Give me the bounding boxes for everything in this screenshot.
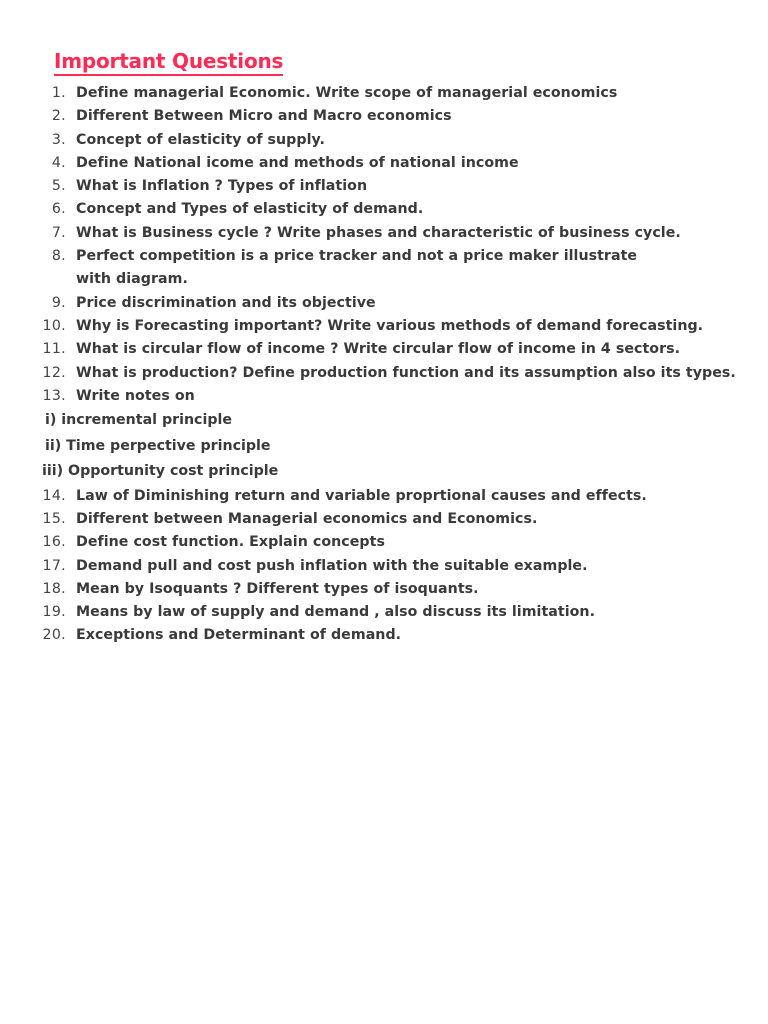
list-item xyxy=(0,531,768,554)
item-number: 7. xyxy=(51,224,66,241)
item-text: Means by law of supply and demand , also discuss its limitation. xyxy=(76,604,596,621)
item-number: 11. xyxy=(42,341,66,358)
sub-list-item xyxy=(0,434,768,460)
item-text: What is Inflation ? Types of inflation xyxy=(76,178,368,195)
item-text: Write notes on xyxy=(76,387,195,404)
item-number: 2. xyxy=(51,108,66,125)
item-number: 10. xyxy=(42,317,66,334)
list-item xyxy=(0,508,768,531)
list-item xyxy=(0,129,768,152)
item-number: 3. xyxy=(51,131,66,148)
item-number: 4. xyxy=(51,154,66,171)
item-number: 16. xyxy=(42,534,66,551)
list-item xyxy=(0,198,768,221)
item-number: 5. xyxy=(51,178,66,195)
item-text: Mean by Isoquants ? Different types of isoquants. xyxy=(76,580,479,597)
item-text: Define National icome and methods of national income xyxy=(76,154,519,171)
list-item xyxy=(0,245,768,292)
item-text: Define managerial Economic. Write scope of managerial economics xyxy=(76,85,618,101)
page-title: Important Questions xyxy=(54,49,283,76)
list-item xyxy=(0,338,768,361)
sub-list-item xyxy=(0,459,768,485)
list-item xyxy=(0,175,768,198)
list-item xyxy=(0,222,768,245)
item-text: Concept of elasticity of supply. xyxy=(76,131,325,148)
item-number: 1. xyxy=(51,85,66,101)
item-text: What is production? Define production function and its assumption also its types. xyxy=(76,364,736,381)
item-number: 9. xyxy=(51,294,66,311)
item-number: 6. xyxy=(51,201,66,218)
list-item xyxy=(0,362,768,385)
item-number: 17. xyxy=(42,557,66,574)
item-number: 15. xyxy=(42,510,66,527)
list-item xyxy=(0,578,768,601)
item-text: What is circular flow of income ? Write circular flow of income in 4 sectors. xyxy=(76,341,681,358)
item-number: 18. xyxy=(42,580,66,597)
item-text: What is Business cycle ? Write phases and characteristic of business cycle. xyxy=(76,224,681,241)
item-text: Define cost function. Explain concepts xyxy=(76,534,385,551)
item-text: Why is Forecasting important? Write various methods of demand forecasting. xyxy=(76,317,704,334)
list-item xyxy=(0,624,768,647)
sub-item-text: iii) Opportunity cost principle xyxy=(42,463,279,480)
list-item xyxy=(0,485,768,508)
item-text: Price discrimination and its objective xyxy=(76,294,376,311)
list-item xyxy=(0,82,768,105)
item-text: Concept and Types of elasticity of demand. xyxy=(76,201,424,218)
list-item xyxy=(0,105,768,128)
item-text: Law of Diminishing return and variable proprtional causes and effects. xyxy=(76,487,647,504)
item-number: 14. xyxy=(42,487,66,504)
item-text: Perfect competition is a price tracker and not a price maker illustrate with diagram. xyxy=(76,248,638,288)
item-text: Different between Managerial economics and Economics. xyxy=(76,510,538,527)
sub-list-item xyxy=(0,408,768,434)
item-number: 12. xyxy=(42,364,66,381)
list-item xyxy=(0,555,768,578)
item-number: 19. xyxy=(42,604,66,621)
item-text: Exceptions and Determinant of demand. xyxy=(76,627,402,644)
item-number: 8. xyxy=(51,248,66,265)
item-text: Demand pull and cost push inflation with the suitable example. xyxy=(76,557,588,574)
list-item xyxy=(0,292,768,315)
item-number: 20. xyxy=(42,627,66,644)
question-list xyxy=(0,82,768,648)
item-text: Different Between Micro and Macro economics xyxy=(76,108,452,125)
list-item xyxy=(0,315,768,338)
sub-item-text: i) incremental principle xyxy=(45,412,232,429)
sub-item-text: ii) Time perpective principle xyxy=(45,437,271,454)
list-item xyxy=(0,152,768,175)
list-item xyxy=(0,385,768,408)
list-item xyxy=(0,601,768,624)
item-number: 13. xyxy=(42,387,66,404)
